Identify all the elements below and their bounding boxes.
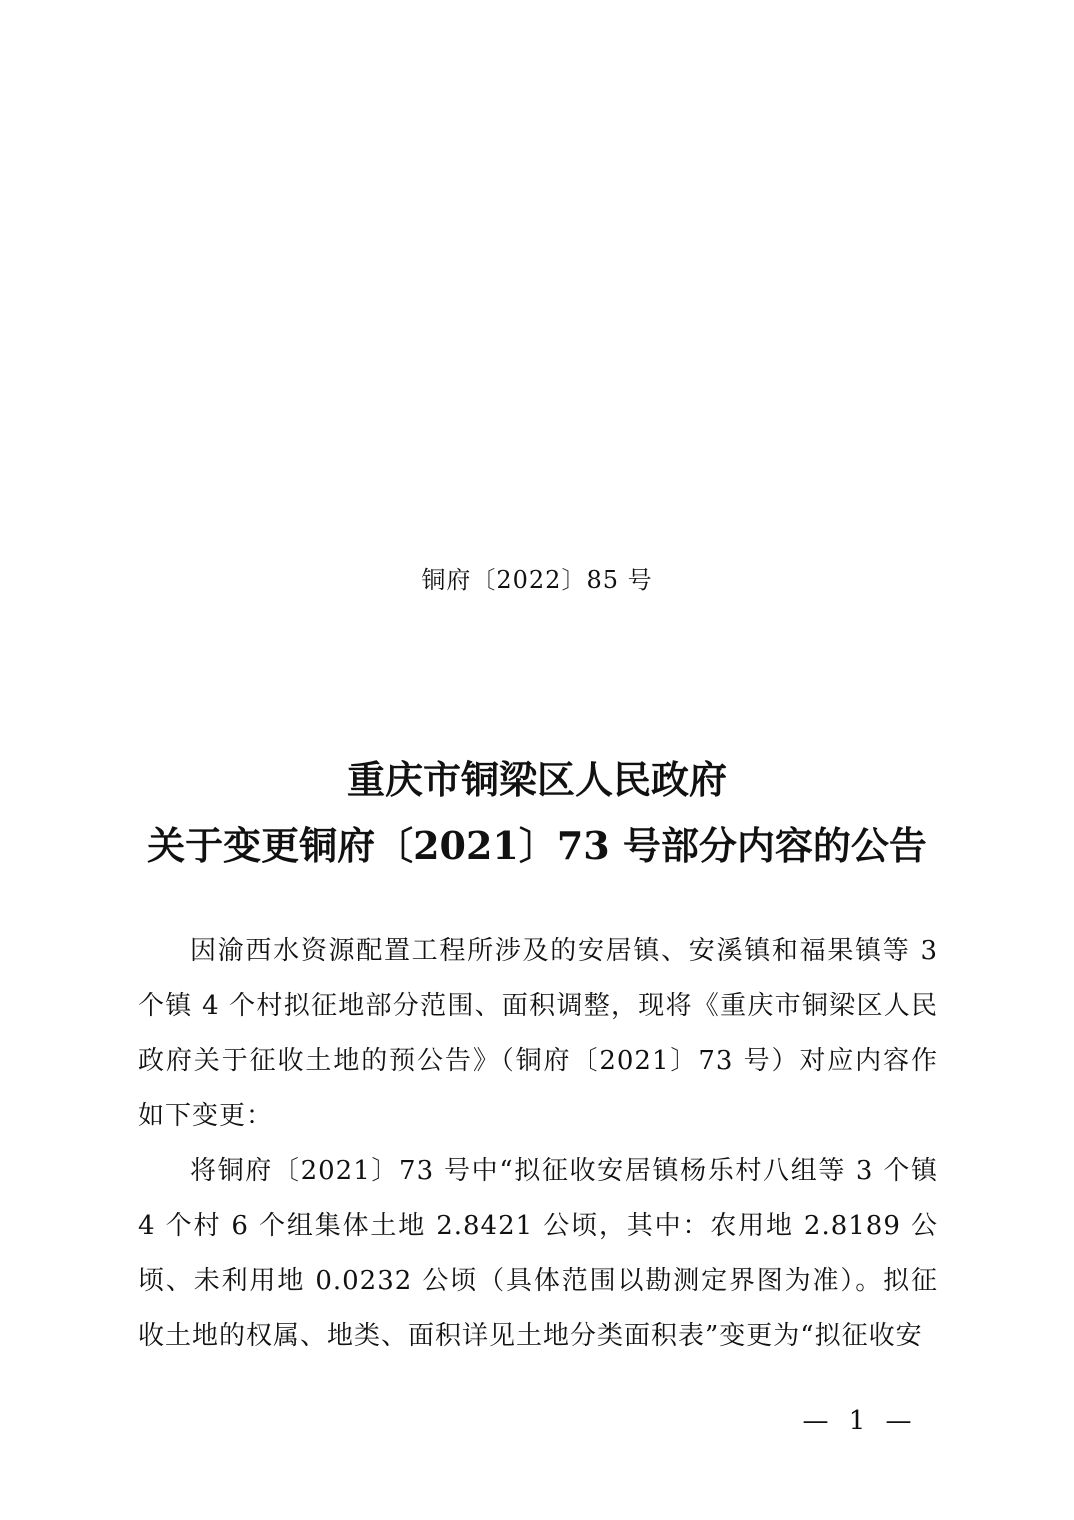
page-number: — 1 — [802, 1406, 918, 1436]
paragraph-1: 因渝西水资源配置工程所涉及的安居镇、安溪镇和福果镇等 3 个镇 4 个村拟征地部分范围、面积调整，现将《重庆市铜梁区人民政府关于征收土地的预公告》（铜府〔2021〕73 号）对应内容作如下变更： [138, 936, 938, 1131]
paragraph-2: 将铜府〔2021〕73 号中“拟征收安居镇杨乐村八组等 3 个镇 4 个村 6 个组集体土地 2.8421 公顷，其中：农用地 2.8189 公顷、未利用地 0.0232 公顷（具体范围以勘测定界图为准）。拟征收土地的权属、地类、面积详见土地分类面积表”变更为“拟征收安 [138, 1156, 938, 1351]
title-line-1: 重庆市铜梁区人民政府 [346, 757, 727, 802]
document-number: 铜府〔2022〕85 号 [421, 566, 653, 594]
title-line-2: 关于变更铜府〔2021〕73 号部分内容的公告 [147, 823, 927, 868]
body-text [138, 924, 938, 1364]
